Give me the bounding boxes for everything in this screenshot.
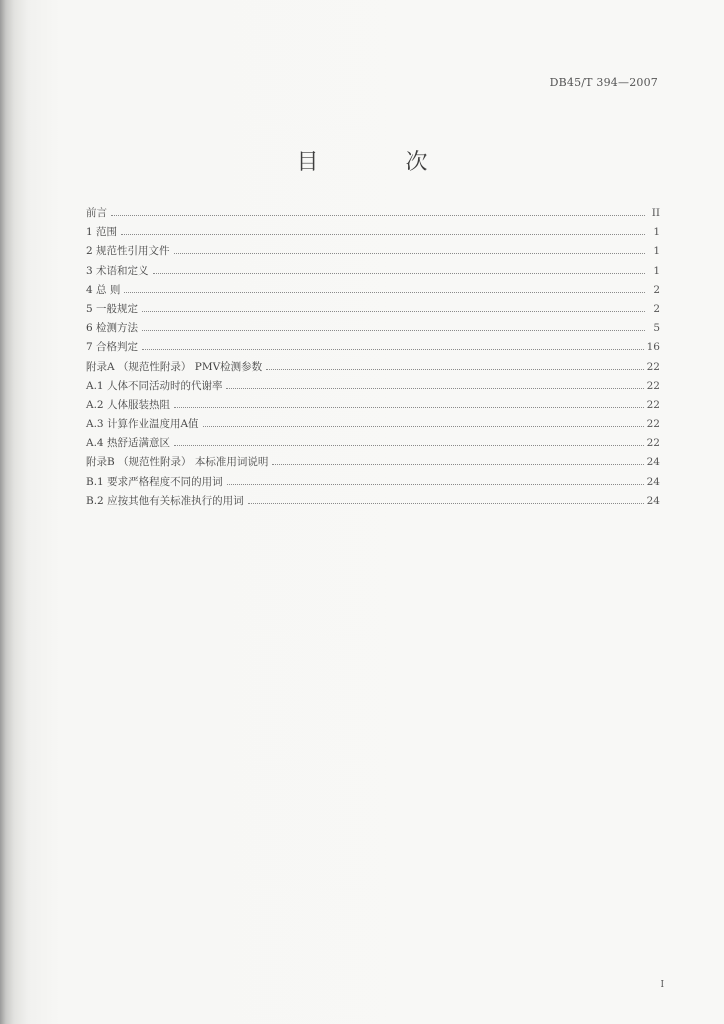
page-number: I bbox=[660, 980, 664, 990]
toc-entry-page: 24 bbox=[646, 475, 660, 488]
table-of-contents bbox=[86, 205, 660, 512]
toc-entry-label: B.2 应按其他有关标准执行的用词 bbox=[86, 494, 244, 507]
toc-dot-leader bbox=[174, 252, 645, 254]
toc-entry[interactable] bbox=[86, 378, 660, 397]
toc-entry-label: 4 总 则 bbox=[86, 283, 121, 296]
toc-entry-label: A.2 人体服装热阻 bbox=[86, 398, 170, 411]
toc-entry[interactable] bbox=[86, 454, 660, 473]
toc-dot-leader bbox=[121, 233, 645, 235]
toc-entry-label: 附录A （规范性附录） PMV检测参数 bbox=[86, 360, 263, 373]
toc-entry[interactable] bbox=[86, 474, 660, 493]
toc-entry-page: 24 bbox=[646, 494, 660, 507]
document-code: DB45/T 394—2007 bbox=[549, 76, 658, 89]
toc-entry-label: 7 合格判定 bbox=[86, 341, 139, 354]
toc-dot-leader bbox=[111, 214, 645, 216]
toc-entry-page: 1 bbox=[653, 245, 660, 258]
toc-title: 目 次 bbox=[296, 150, 468, 175]
toc-entry-label: 3 术语和定义 bbox=[86, 264, 149, 277]
toc-dot-leader bbox=[226, 387, 643, 389]
toc-entry-page: 1 bbox=[653, 264, 660, 277]
toc-dot-leader bbox=[142, 329, 645, 331]
toc-entry-label: B.1 要求严格程度不同的用词 bbox=[86, 475, 223, 488]
toc-entry[interactable] bbox=[86, 416, 660, 435]
toc-dot-leader bbox=[174, 406, 644, 408]
toc-entry[interactable] bbox=[86, 263, 660, 282]
toc-entry-page: 22 bbox=[646, 398, 660, 411]
toc-entry-label: 前言 bbox=[86, 207, 107, 219]
toc-dot-leader bbox=[248, 502, 644, 504]
toc-entry[interactable] bbox=[86, 435, 660, 454]
toc-entry-label: 5 一般规定 bbox=[86, 302, 139, 315]
toc-entry-label: A.4 热舒适满意区 bbox=[86, 437, 170, 450]
toc-dot-leader bbox=[174, 444, 644, 446]
toc-dot-leader bbox=[124, 291, 645, 293]
toc-entry[interactable] bbox=[86, 339, 660, 358]
toc-entry-page: 22 bbox=[646, 437, 660, 450]
toc-entry[interactable] bbox=[86, 282, 660, 301]
toc-dot-leader bbox=[142, 348, 644, 350]
toc-entry-label: 6 检测方法 bbox=[86, 322, 139, 335]
toc-entry-label: A.3 计算作业温度用A值 bbox=[86, 418, 199, 431]
toc-entry-page: II bbox=[651, 207, 660, 219]
toc-entry-page: 24 bbox=[646, 456, 660, 469]
toc-entry-label: 附录B （规范性附录） 本标准用词说明 bbox=[86, 456, 269, 469]
toc-entry-page: 5 bbox=[653, 322, 660, 335]
toc-entry-page: 1 bbox=[653, 226, 660, 239]
toc-dot-leader bbox=[203, 425, 644, 427]
toc-entry[interactable] bbox=[86, 224, 660, 243]
toc-entry-label: 1 范围 bbox=[86, 226, 118, 239]
toc-entry-page: 22 bbox=[646, 418, 660, 431]
toc-entry-label: 2 规范性引用文件 bbox=[86, 245, 170, 258]
toc-entry[interactable] bbox=[86, 359, 660, 378]
toc-entry[interactable] bbox=[86, 205, 660, 224]
toc-entry[interactable] bbox=[86, 493, 660, 512]
toc-entry-page: 22 bbox=[646, 379, 660, 392]
toc-dot-leader bbox=[272, 463, 643, 465]
toc-entry[interactable] bbox=[86, 320, 660, 339]
toc-dot-leader bbox=[153, 272, 645, 274]
toc-entry-page: 2 bbox=[653, 283, 660, 296]
toc-entry[interactable] bbox=[86, 397, 660, 416]
toc-entry-page: 2 bbox=[653, 302, 660, 315]
toc-entry[interactable] bbox=[86, 301, 660, 320]
toc-entry-page: 16 bbox=[646, 341, 660, 354]
toc-dot-leader bbox=[142, 310, 645, 312]
toc-entry-label: A.1 人体不同活动时的代谢率 bbox=[86, 379, 223, 392]
toc-entry[interactable] bbox=[86, 243, 660, 262]
toc-dot-leader bbox=[227, 483, 644, 485]
toc-dot-leader bbox=[266, 368, 643, 370]
toc-entry-page: 22 bbox=[646, 360, 660, 373]
